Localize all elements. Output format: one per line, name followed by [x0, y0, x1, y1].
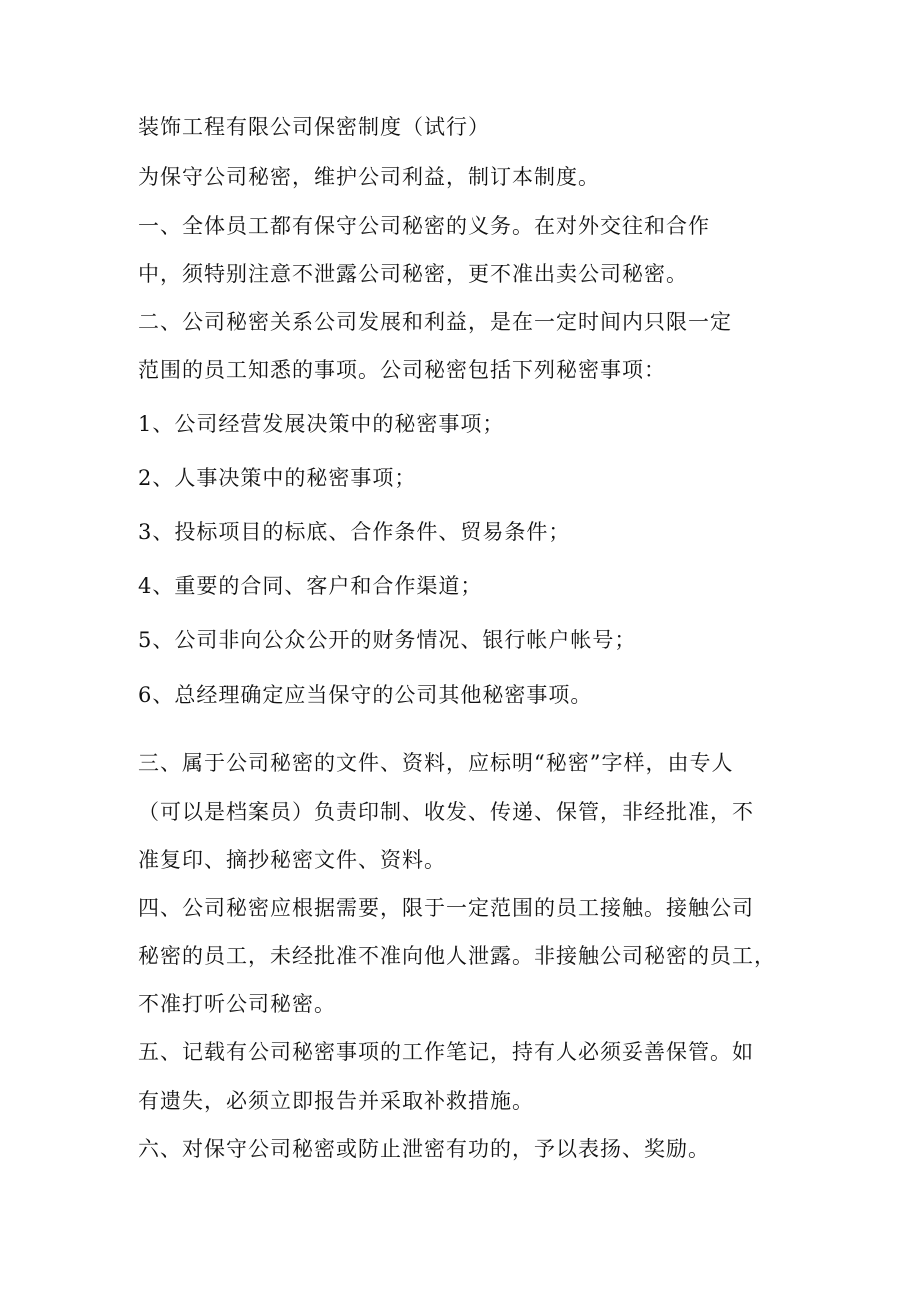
list-item: 1、公司经营发展决策中的秘密事项；: [138, 412, 505, 436]
document-line: 二、公司秘密关系公司发展和利益，是在一定时间内只限一定: [138, 310, 732, 334]
document-line: 四、公司秘密应根据需要，限于一定范围的员工接触。接触公司: [138, 896, 754, 920]
document-line: 三、属于公司秘密的文件、资料，应标明“秘密”字样，由专人: [138, 751, 734, 775]
document-line: 为保守公司秘密，维护公司利益，制订本制度。: [138, 165, 600, 189]
list-item: 3、投标项目的标底、合作条件、贸易条件；: [138, 520, 571, 544]
document-line: （可以是档案员）负责印制、收发、传递、保管，非经批准，不: [138, 800, 754, 824]
document-line: 准复印、摘抄秘密文件、资料。: [138, 848, 446, 872]
list-item: 4、重要的合同、客户和合作渠道；: [138, 574, 483, 598]
document-line: 中，须特别注意不泄露公司秘密，更不准出卖公司秘密。: [138, 262, 688, 286]
document-title: 装饰工程有限公司保密制度（试行）: [138, 115, 490, 139]
list-item: 2、人事决策中的秘密事项；: [138, 466, 417, 490]
document-line: 秘密的员工，未经批准不准向他人泄露。非接触公司秘密的员工，: [138, 944, 776, 968]
list-item: 6、总经理确定应当保守的公司其他秘密事项。: [138, 683, 593, 707]
document-line: 五、记载有公司秘密事项的工作笔记，持有人必须妥善保管。如: [138, 1040, 754, 1064]
list-item: 5、公司非向公众公开的财务情况、银行帐户帐号；: [138, 628, 637, 652]
document-line: 范围的员工知悉的事项。公司秘密包括下列秘密事项：: [138, 358, 666, 382]
document-line: 一、全体员工都有保守公司秘密的义务。在对外交往和合作: [138, 214, 710, 238]
document-line: 不准打听公司秘密。: [138, 992, 336, 1016]
document-line: 有遗失，必须立即报告并采取补救措施。: [138, 1089, 534, 1113]
document-line: 六、对保守公司秘密或防止泄密有功的，予以表扬、奖励。: [138, 1137, 710, 1161]
